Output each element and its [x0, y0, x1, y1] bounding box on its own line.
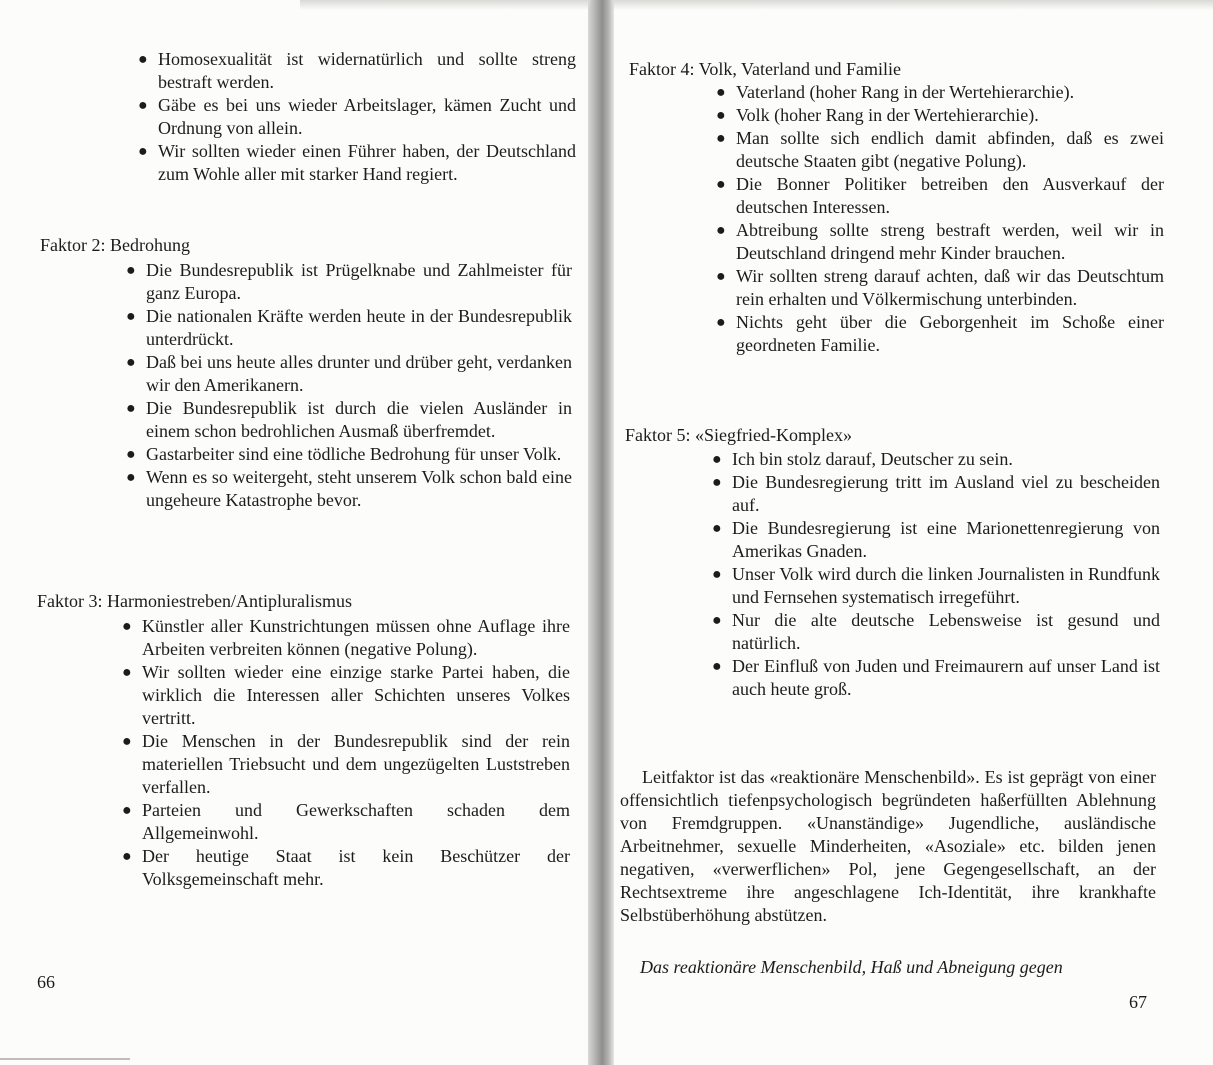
page-edge-shadow: [300, 0, 590, 10]
factor-label: Faktor 5:: [625, 425, 691, 445]
list-item: ● Die Bundesregierung tritt im Ausland viel zu bescheiden auf.: [712, 472, 1160, 515]
bullet-icon: ●: [126, 469, 136, 486]
list-item: ● Gastarbeiter sind eine tödliche Bedrohung für unser Volk.: [126, 444, 562, 464]
bullet-icon: ●: [126, 262, 136, 279]
bullet-icon: ●: [126, 400, 136, 417]
factor-5-heading: [625, 424, 852, 447]
factor-label: Faktor 3:: [37, 591, 103, 611]
book-gutter: [588, 0, 614, 1065]
list-item: ● Gäbe es bei uns wieder Arbeitslager, kämen Zucht und Ordnung von allein.: [138, 95, 576, 138]
list-item: ● Der Einfluß von Juden und Freimaurern auf unser Land ist auch heute groß.: [712, 656, 1160, 699]
list-item: ● Homosexualität ist widernatürlich und sollte streng bestraft werden.: [138, 49, 576, 92]
bullet-icon: ●: [122, 802, 132, 819]
list-item: ● Parteien und Gewerkschaften schaden dem Allgemeinwohl.: [122, 800, 570, 843]
bullet-icon: ●: [712, 612, 722, 629]
factor-4-heading: [629, 58, 901, 81]
bullet-icon: ●: [122, 664, 132, 681]
list-item: ● Daß bei uns heute alles drunter und drüber geht, verdanken wir den Amerikanern.: [126, 352, 572, 395]
bullet-icon: ●: [126, 308, 136, 325]
bullet-icon: ●: [122, 733, 132, 750]
factor-title: Harmoniestreben/Antipluralismus: [107, 591, 352, 611]
factor-3-heading: [37, 590, 352, 613]
factor-2-heading: [40, 234, 190, 257]
list-item: ● Abtreibung sollte streng bestraft werden, weil wir in Deutschland dringend mehr Kinder brauchen.: [716, 220, 1164, 263]
list-item: ● Die nationalen Kräfte werden heute in der Bundesrepublik unterdrückt.: [126, 306, 572, 349]
factor-title: Bedrohung: [110, 235, 190, 255]
page-edge-shadow: [612, 0, 1213, 10]
list-item: ● Wir sollten wieder eine einzige starke Partei haben, die wirklich die Interessen aller Schichten unseres Volkes vertritt.: [122, 662, 570, 728]
factor-title: «Siegfried-Komplex»: [695, 425, 852, 445]
bullet-icon: ●: [712, 566, 722, 583]
bullet-icon: ●: [138, 51, 148, 68]
list-item: ● Künstler aller Kunstrichtungen müssen ohne Auflage ihre Arbeiten verbreiten können (negative Polung).: [122, 616, 570, 659]
list-item: ● Die Bundesrepublik ist Prügelknabe und Zahlmeister für ganz Europa.: [126, 260, 572, 303]
bullet-icon: ●: [716, 314, 726, 331]
factor-3-list: [122, 615, 570, 891]
bullet-icon: ●: [126, 354, 136, 371]
bullet-icon: ●: [712, 658, 722, 675]
bullet-icon: ●: [716, 176, 726, 193]
bullet-icon: ●: [122, 848, 132, 865]
factor-label: Faktor 4:: [629, 59, 695, 79]
list-item: ● Wir sollten streng darauf achten, daß wir das Deutschtum rein erhalten und Völkermischung unterbinden.: [716, 266, 1164, 309]
bullet-icon: ●: [126, 446, 136, 463]
factor-5-list: [712, 448, 1160, 701]
list-item: ● Ich bin stolz darauf, Deutscher zu sein.: [712, 449, 1013, 469]
bullet-icon: ●: [138, 97, 148, 114]
list-item: ● Wenn es so weitergeht, steht unserem Volk schon bald eine ungeheure Katastrophe bevor.: [126, 467, 572, 510]
bullet-icon: ●: [716, 107, 726, 124]
list-item: ● Die Bundesrepublik ist durch die vielen Ausländer in einem schon bedrohlichen Ausmaß überfremdet.: [126, 398, 572, 441]
factor-title: Volk, Vaterland und Familie: [698, 59, 902, 79]
list-item: ● Vaterland (hoher Rang in der Wertehierarchie).: [716, 82, 1075, 102]
bullet-icon: ●: [712, 474, 722, 491]
factor-2-list: [126, 259, 572, 512]
italic-continuation-line: Das reaktionäre Menschenbild, Haß und Abneigung gegen: [640, 957, 1063, 977]
bullet-icon: ●: [716, 222, 726, 239]
body-paragraph: Leitfaktor ist das «reaktionäre Menschenbild». Es ist geprägt von einer offensichtlich tiefenpsychologisch begründeten haßerfüllten Ablehnung von Fremdgruppen. «Unanständige» Jugendliche, ausländische Arbeitnehmer, sexuelle Minderheiten, «Asoziale» etc. bilden jenen negativen, «verwerflichen» Pol, jene Gegengesellschaft, an der Rechtsextreme ihre angeschlagene Ich-Identität, ihre krankhafte Selbstüberhöhung abstützen.: [620, 767, 1156, 925]
factor-label: Faktor 2:: [40, 235, 106, 255]
list-item: ● Nichts geht über die Geborgenheit im Schoße einer geordneten Familie.: [716, 312, 1164, 355]
list-item: ● Wir sollten wieder einen Führer haben, der Deutschland zum Wohle aller mit starker Hand regiert.: [138, 141, 576, 184]
list-item: ● Die Menschen in der Bundesrepublik sind der rein materiellen Triebsucht und dem ungezügelten Luststreben verfallen.: [122, 731, 570, 797]
list-item: ● Die Bonner Politiker betreiben den Ausverkauf der deutschen Interessen.: [716, 174, 1164, 217]
intro-item-list: [138, 48, 576, 186]
list-item: ● Volk (hoher Rang in der Wertehierarchie).: [716, 105, 1039, 125]
bullet-icon: ●: [122, 618, 132, 635]
bullet-icon: ●: [716, 84, 726, 101]
bullet-icon: ●: [716, 268, 726, 285]
scan-artifact-line: [0, 1058, 130, 1060]
list-item: ● Nur die alte deutsche Lebensweise ist gesund und natürlich.: [712, 610, 1160, 653]
list-item: ● Unser Volk wird durch die linken Journalisten in Rundfunk und Fernsehen systematisch irregeführt.: [712, 564, 1160, 607]
factor-4-list: [716, 81, 1164, 357]
page-number-left: 66: [37, 972, 55, 992]
list-item: ● Der heutige Staat ist kein Beschützer der Volksgemeinschaft mehr.: [122, 846, 570, 889]
list-item: ● Man sollte sich endlich damit abfinden, daß es zwei deutsche Staaten gibt (negative Polung).: [716, 128, 1164, 171]
bullet-icon: ●: [712, 451, 722, 468]
page-number-right: 67: [1129, 992, 1147, 1012]
bullet-icon: ●: [716, 130, 726, 147]
bullet-icon: ●: [712, 520, 722, 537]
bullet-icon: ●: [138, 143, 148, 160]
list-item: ● Die Bundesregierung ist eine Marionettenregierung von Amerikas Gnaden.: [712, 518, 1160, 561]
